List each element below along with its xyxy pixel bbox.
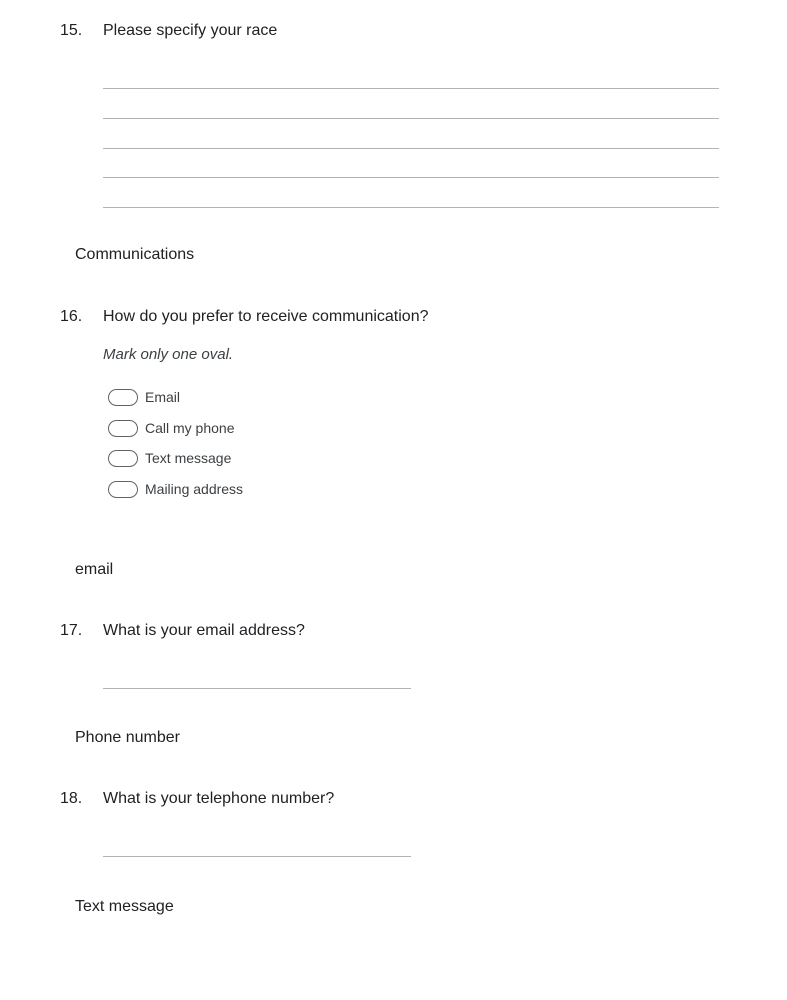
question-18-text: What is your telephone number? [103, 790, 335, 807]
radio-oval[interactable] [108, 420, 138, 437]
option-text-message[interactable] [108, 448, 231, 468]
question-17-number: 17. [60, 622, 83, 639]
question-18-number: 18. [60, 790, 83, 807]
question-16-number: 16. [60, 308, 83, 325]
phone-answer-line[interactable] [103, 856, 411, 857]
option-email[interactable] [108, 387, 180, 407]
option-label: Call my phone [145, 420, 235, 436]
question-16-text: How do you prefer to receive communication? [103, 308, 429, 325]
option-label: Email [145, 389, 181, 405]
answer-line [103, 88, 719, 89]
section-title-communications: Communications [75, 246, 195, 263]
email-answer-line[interactable] [103, 688, 411, 689]
option-label: Mailing address [145, 481, 244, 497]
answer-line [103, 207, 719, 208]
radio-oval[interactable] [108, 389, 138, 406]
answer-line [103, 118, 719, 119]
question-16-hint: Mark only one oval. [103, 346, 234, 363]
question-15-text: Please specify your race [103, 22, 278, 39]
answer-line [103, 177, 719, 178]
section-title-email: email [75, 561, 114, 578]
option-mailing-address[interactable] [108, 479, 243, 499]
option-label: Text message [145, 450, 232, 466]
question-17-text: What is your email address? [103, 622, 305, 639]
answer-line [103, 148, 719, 149]
question-15-number: 15. [60, 22, 83, 39]
section-title-phone-number: Phone number [75, 729, 180, 746]
section-title-text-message: Text message [75, 898, 174, 915]
radio-oval[interactable] [108, 450, 138, 467]
option-call-my-phone[interactable] [108, 418, 235, 438]
radio-oval[interactable] [108, 481, 138, 498]
